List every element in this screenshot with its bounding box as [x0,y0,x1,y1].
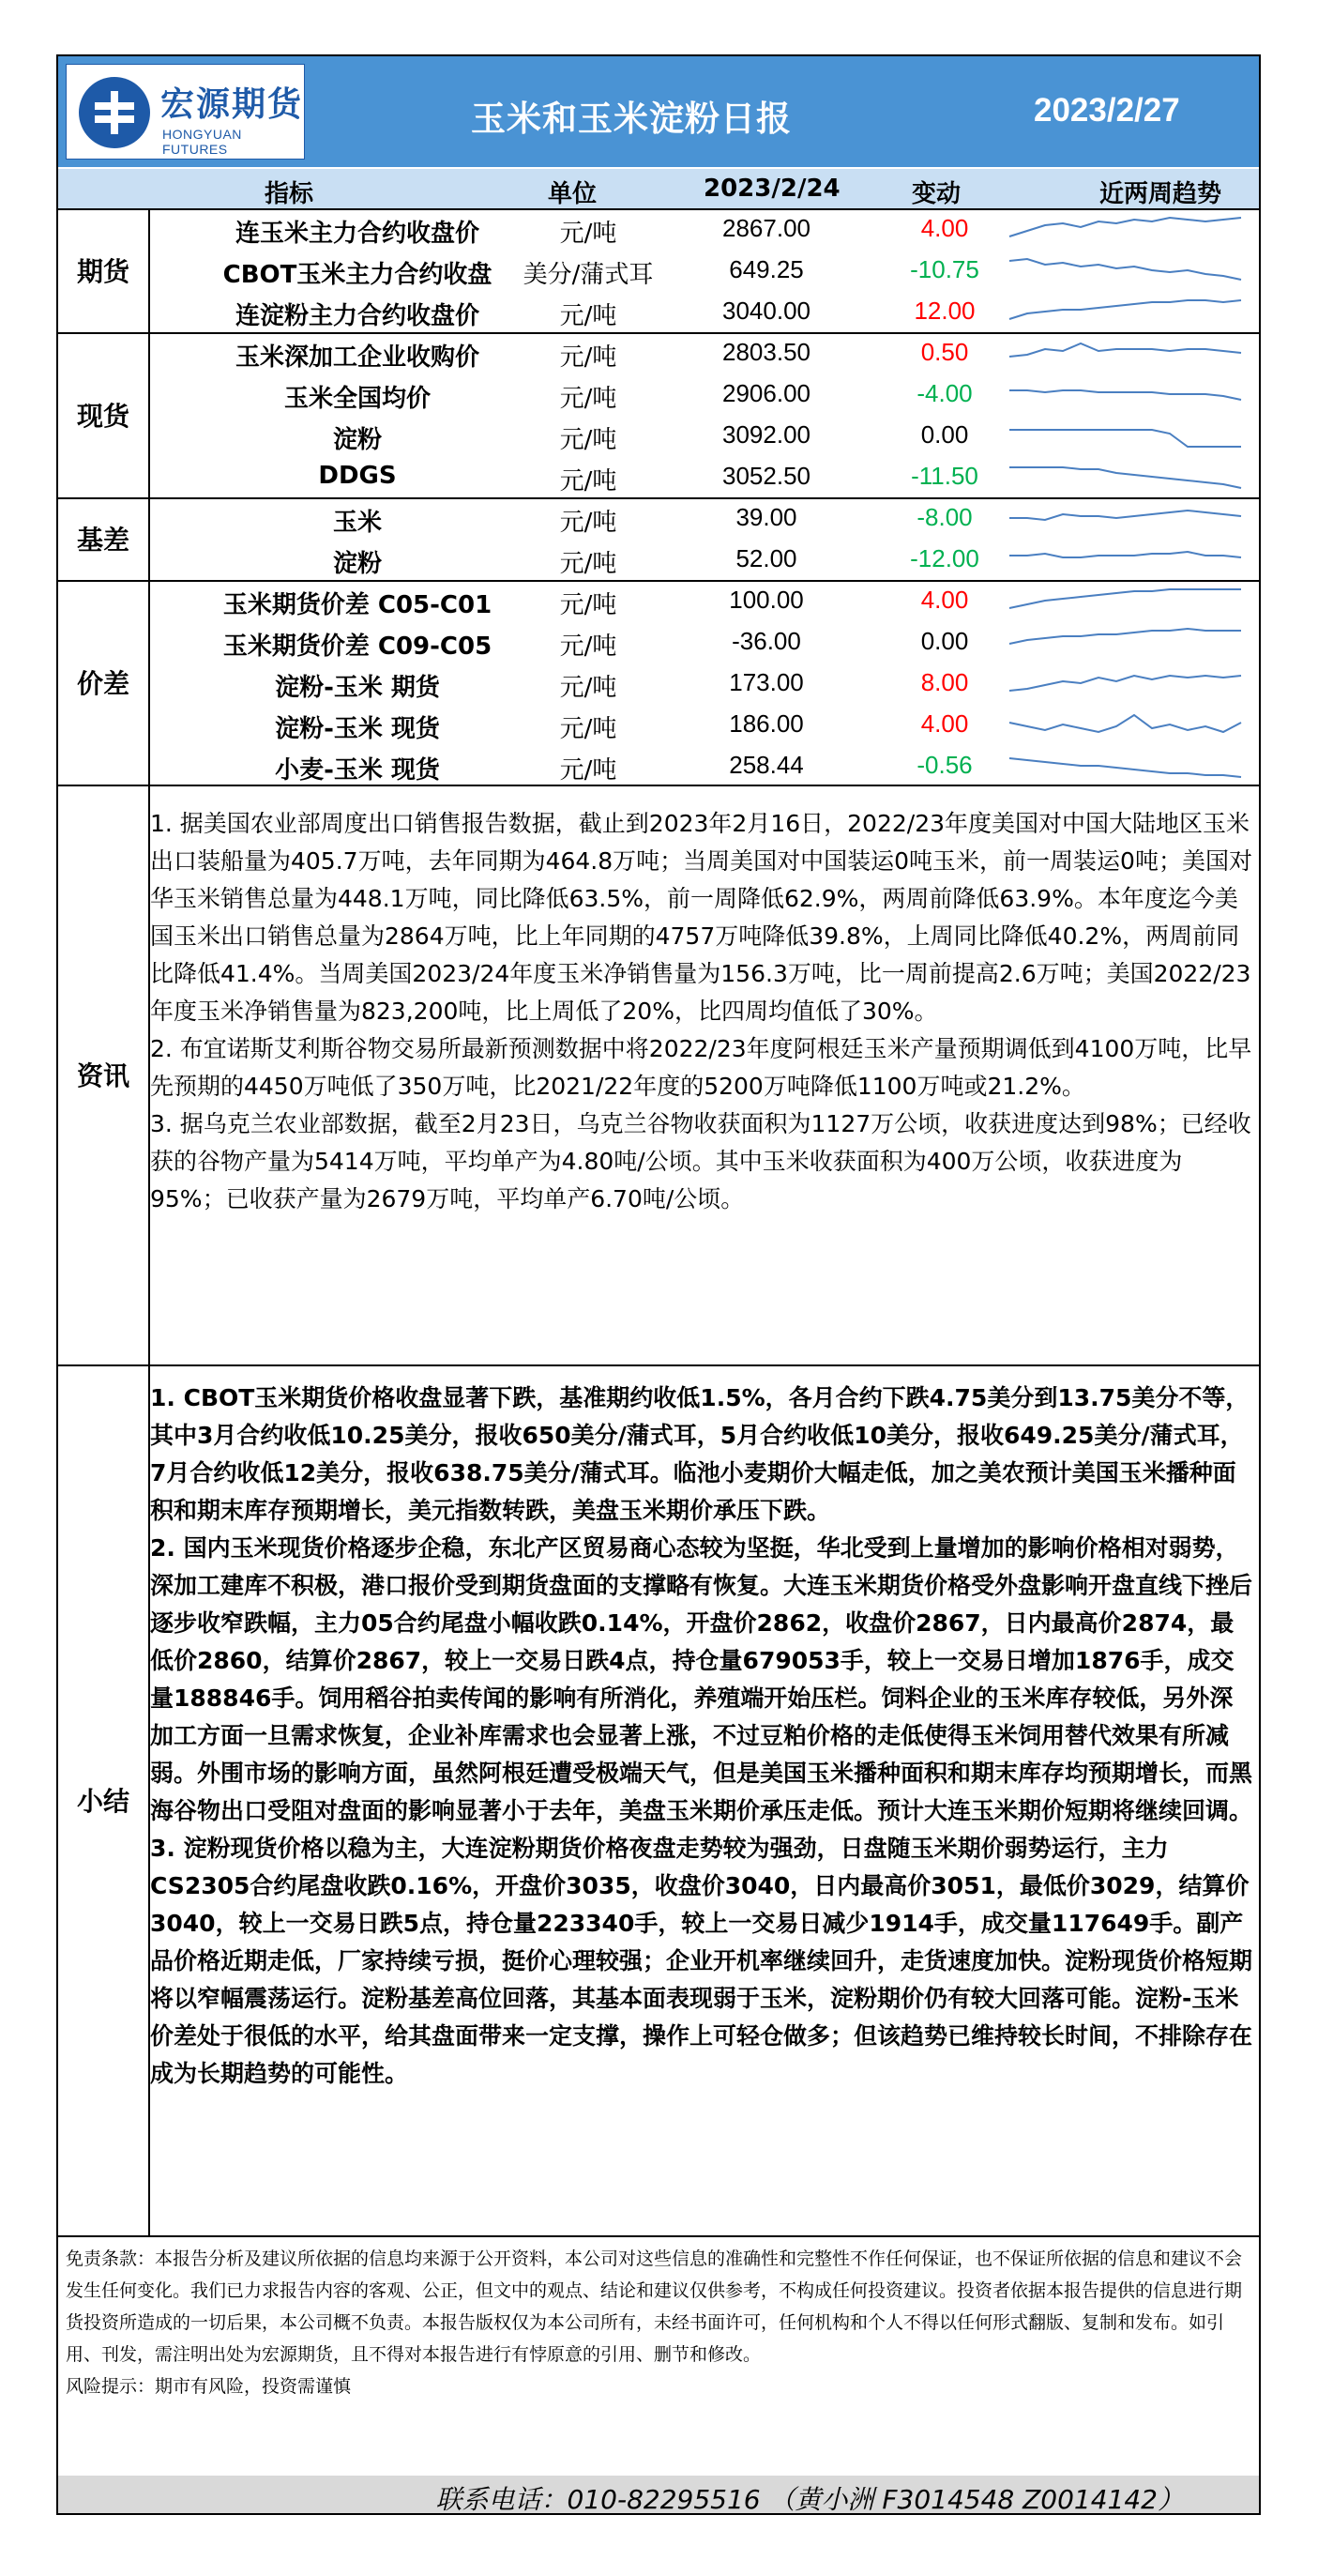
summary-paragraph-3: 3. 淀粉现货价格以稳为主，大连淀粉期货价格夜盘走势较为强劲，日盘随玉米期价弱势运行，主力CS2305合约尾盘收跌0.16%，开盘价3035，收盘价3040，日内最高价3051，最低价3029，结算价3040，较上一交易日跌5点，持仓量223340手，较上一交易日减少1914手，成交量117649手。副产品价格近期走低，厂家持续亏损，挺价心理较强；企业开机率继续回升，走货速度加快。淀粉现货价格短期将以窄幅震荡运行。淀粉基差高位回落，其基本面表现弱于玉米，淀粉期价仍有较大回落可能。淀粉-玉米价差处于很低的水平，给其盘面带来一定支撑，操作上可轻仓做多；但该趋势已维持较长时间，不排除存在成为长期趋势的可能性。 [150,1835,1253,2087]
row-name: 连淀粉主力合约收盘价 [235,302,479,330]
row-value: 649.25 [729,255,804,283]
summary-paragraph-2: 2. 国内玉米现货价格逐步企稳，东北产区贸易商心态较为坚挺，华北受到上量增加的影响价格相对弱势，深加工建库不积极，港口报价受到期货盘面的支撑略有恢复。大连玉米期货价格受外盘影响开盘直线下挫后逐步收窄跌幅，主力05合约尾盘小幅收跌0.14%，开盘价2862，收盘价2867，日内最高价2874，最低价2860，结算价2867，较上一交易日跌4点，持仓量679053手，较上一交易日增加1876手，成交量188846手。饲用稻谷拍卖传闻的影响有所消化，养殖端开始压栏。饲料企业的玉米库存较低，另外深加工方面一旦需求恢复，企业补库需求也会显著上涨，不过豆粕价格的走低使得玉米饲用替代效果有所减弱。外围市场的影响方面，虽然阿根廷遭受极端天气，但是美国玉米播种面积和期末库存均预期增长，而黑海谷物出口受阻对盘面的影响显著小于去年，美盘玉米期价承压走低。预计大连玉米期价短期将继续回调。 [150,1534,1253,1824]
row-change: 0.00 [920,627,969,655]
row-name: 玉米深加工企业收购价 [235,343,479,372]
row-unit: 元/吨 [559,674,617,702]
row-unit: 元/吨 [559,715,617,743]
group-spread: 价差 [76,668,129,699]
col-indicator: 指标 [265,180,314,208]
row-value: 39.00 [735,503,797,531]
row-value: 100.00 [729,586,804,614]
report-date: 2023/2/27 [1034,92,1180,129]
row-change: 4.00 [920,709,969,738]
row-change: -12.00 [910,544,979,572]
row-name: 玉米期货价差 C09-C05 [222,633,492,661]
row-name: 淀粉-玉米 现货 [275,715,440,743]
row-change: -11.50 [911,462,978,490]
row-name: 连玉米主力合约收盘价 [235,220,479,248]
row-unit: 元/吨 [559,550,617,578]
row-unit: 元/吨 [559,467,617,495]
row-name: 玉米期货价差 C05-C01 [222,591,492,619]
col-date: 2023/2/24 [704,175,841,203]
row-name: 小麦-玉米 现货 [275,756,440,785]
row-unit: 元/吨 [559,756,617,785]
row-value: 3092.00 [722,420,810,449]
row-change: 0.50 [920,338,969,366]
row-value: 3040.00 [722,297,810,325]
summary-paragraph-1: 1. CBOT玉米期货价格收盘显著下跌，基准期约收低1.5%，各月合约下跌4.75美分到13.75美分不等，其中3月合约收低10.25美分，报收650美分/蒲式耳，5月合约收低10美分，报收649.25美分/蒲式耳，7月合约收低12美分，报收638.75美分/蒲式耳。临池小麦期价大幅走低，加之美农预计美国玉米播种面积和期末库存预期增长，美元指数转跌，美盘玉米期价承压下跌。 [150,1384,1250,1524]
row-name: 淀粉 [332,550,382,578]
disclaimer-text: 免责条款：本报告分析及建议所依据的信息均来源于公开资料，本公司对这些信息的准确性和完整性不作任何保证，也不保证所依据的信息和建议不会发生任何变化。我们已力求报告内容的客观、公正，但文中的观点、结论和建议仅供参考，不构成任何投资建议。投资者依据本报告提供的信息进行期货投资所造成的一切后果，本公司概不负责。本报告版权仅为本公司所有，未经书面许可，任何机构和个人不得以任何形式翻版、复制和发布。如引用、刊发，需注明出处为宏源期货，且不得对本报告进行有悖原意的引用、删节和修改。 [66,2248,1243,2365]
report-title: 玉米和玉米淀粉日报 [471,99,792,139]
row-unit: 元/吨 [559,385,617,413]
row-unit: 美分/蒲式耳 [523,261,654,289]
contact-text: 联系电话：010-82295516 （黄小洲 F3014548 Z0014142） [435,2484,1184,2515]
row-name: CBOT玉米主力合约收盘 [222,261,492,289]
group-futures: 期货 [76,256,129,287]
group-spot: 现货 [76,401,129,432]
row-name: DDGS [318,462,397,490]
news-paragraph-2: 2. 布宜诺斯艾利斯谷物交易所最新预测数据中将2022/23年度阿根廷玉米产量预期调低到4100万吨，比早先预期的4450万吨低了350万吨，比2021/22年度的5200万吨降低1100万吨或21.2%。 [150,1035,1252,1100]
row-value: 2906.00 [722,379,810,407]
row-change: 4.00 [920,214,969,242]
row-name: 淀粉 [332,426,382,454]
group-basis: 基差 [76,525,129,556]
row-unit: 元/吨 [559,509,617,537]
row-value: 258.44 [729,751,804,779]
row-unit: 元/吨 [559,633,617,661]
summary-label: 小结 [76,1786,129,1817]
logo-cn-text: 宏源期货 [160,85,304,124]
row-name: 玉米 [332,509,382,537]
col-trend: 近两周趋势 [1099,180,1222,208]
row-value: 173.00 [729,668,804,696]
row-unit: 元/吨 [559,591,617,619]
logo-en-text: HONGYUAN FUTURES [162,127,242,157]
row-name: 玉米全国均价 [283,385,431,413]
row-change: -4.00 [917,379,973,407]
row-change: 0.00 [920,420,969,449]
row-value: 186.00 [729,709,804,738]
row-value: -36.00 [732,627,801,655]
news-paragraph-3: 3. 据乌克兰农业部数据，截至2月23日，乌克兰谷物收获面积为1127万公顷，收获进度达到98%；已经收获的谷物产量为5414万吨，平均单产为4.80吨/公顷。其中玉米收获面积为400万公顷，收获进度为95%；已收获产量为2679万吨，平均单产6.70吨/公顷。 [150,1110,1251,1212]
row-unit: 元/吨 [559,302,617,330]
page-frame [56,54,1261,2515]
news-label: 资讯 [76,1060,129,1091]
row-value: 2803.50 [722,338,810,366]
row-unit: 元/吨 [559,343,617,372]
row-change: -0.56 [917,751,973,779]
news-paragraph-1: 1. 据美国农业部周度出口销售报告数据，截止到2023年2月16日，2022/23年度美国对中国大陆地区玉米出口装船量为405.7万吨，去年同期为464.8万吨；当周美国对中国装运0吨玉米，前一周装运0吨；美国对华玉米销售总量为448.1万吨，同比降低63.5%，前一周降低62.9%，两周前降低63.9%。本年度迄今美国玉米出口销售总量为2864万吨，比上年同期的4757万吨降低39.8%，上周同比降低40.2%，两周前同比降低41.4%。当周美国2023/24年度玉米净销售量为156.3万吨，比一周前提高2.6万吨；美国2022/23年度玉米净销售量为823,200吨，比上周低了20%，比四周均值低了30%。 [150,810,1252,1025]
row-change: 12.00 [914,297,976,325]
risk-warning: 风险提示：期市有风险，投资需谨慎 [66,2376,352,2397]
row-change: -10.75 [910,255,979,283]
col-unit: 单位 [548,180,598,208]
row-value: 3052.50 [722,462,810,490]
row-unit: 元/吨 [559,220,617,248]
row-value: 2867.00 [722,214,810,242]
row-value: 52.00 [735,544,797,572]
row-change: 8.00 [920,668,969,696]
row-name: 淀粉-玉米 期货 [275,674,440,702]
row-change: -8.00 [917,503,973,531]
col-change: 变动 [912,180,962,208]
row-unit: 元/吨 [559,426,617,454]
row-change: 4.00 [920,586,969,614]
